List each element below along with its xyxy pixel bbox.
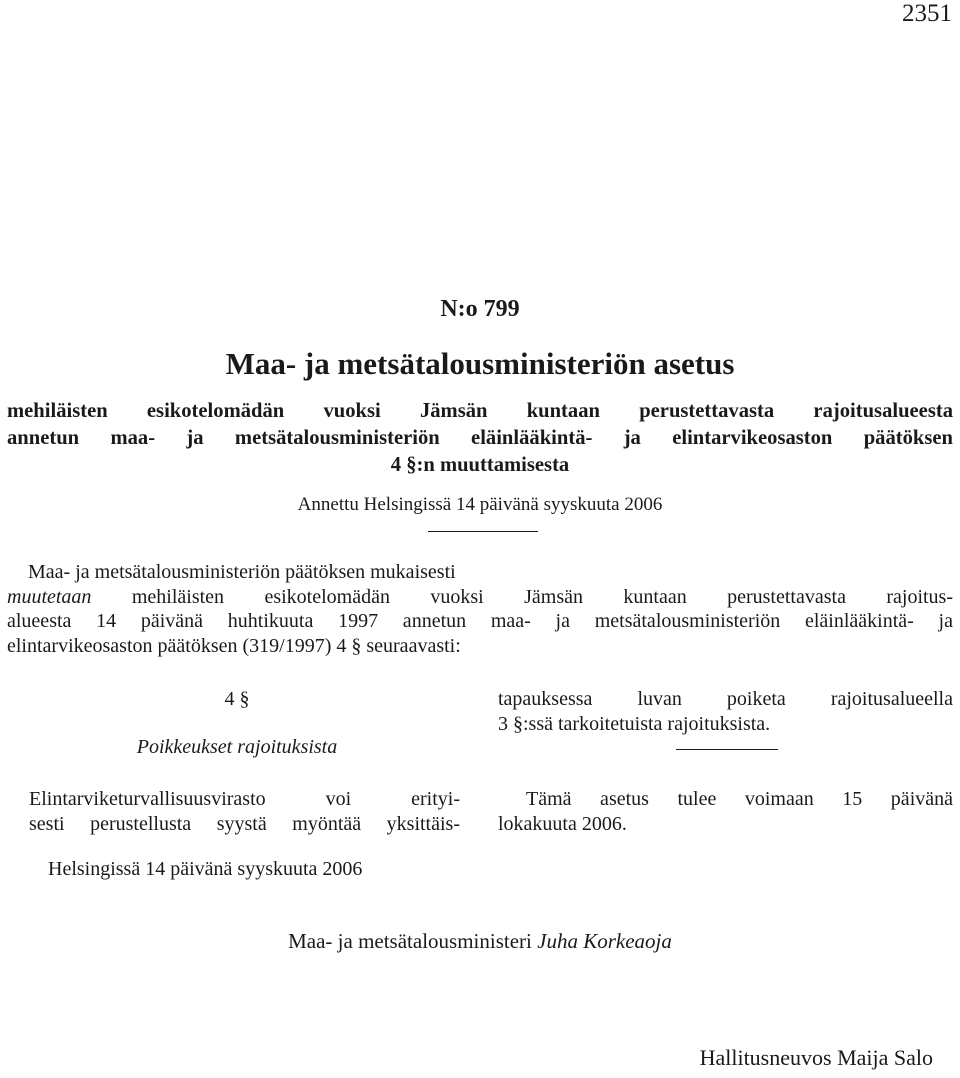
minister-name: Juha Korkeaoja <box>537 929 672 953</box>
counsellor-signature: Hallitusneuvos Maija Salo <box>699 1045 933 1070</box>
section-line: Elintarviketurvallisuusvirasto voi erityi- <box>29 788 460 810</box>
section-line: tapauksessa luvan poiketa rajoitusalueella <box>498 688 953 710</box>
section-text-right <box>498 687 953 737</box>
section-line: sesti perustellusta syystä myöntää yksittäis- <box>29 813 460 835</box>
subtitle-line: annetun maa- ja metsätalousministeriön eläinlääkintä- ja elintarvikeosaston päätöksen <box>7 427 953 449</box>
document-subtitle <box>7 398 953 479</box>
subtitle-line: mehiläisten esikotelomädän vuoksi Jämsän kuntaan perustettavasta rajoitusalueesta <box>7 400 953 422</box>
signature-place-date: Helsingissä 14 päivänä syyskuuta 2006 <box>48 858 363 880</box>
document-title: Maa- ja metsätalousministeriön asetus <box>225 346 735 381</box>
title-divider <box>428 531 538 532</box>
intro-line: elintarvikeosaston päätöksen (319/1997) 4 § seuraavasti: <box>7 634 461 657</box>
intro-line <box>7 585 953 610</box>
section-line: 3 §:ssä tarkoitetuista rajoituksista. <box>498 713 771 735</box>
intro-line-text: mehiläisten esikotelomädän vuoksi Jämsän kuntaan perustettavasta rajoitus- <box>91 585 953 608</box>
intro-paragraph <box>7 560 953 658</box>
amend-keyword: muutetaan <box>7 585 92 608</box>
entry-line: lokakuuta 2006. <box>498 813 627 835</box>
minister-title: Maa- ja metsätalousministeri <box>288 929 538 953</box>
section-end-divider <box>676 749 778 750</box>
section-text-left <box>29 787 460 837</box>
entry-line: Tämä asetus tulee voimaan 15 päivänä <box>526 788 953 810</box>
intro-line: Maa- ja metsätalousministeriön päätöksen mukaisesti <box>28 561 456 583</box>
section-heading: Poikkeukset rajoituksista <box>136 736 338 758</box>
statute-number: N:o 799 <box>440 296 520 322</box>
subtitle-line: 4 §:n muuttamisesta <box>390 454 570 476</box>
intro-line: alueesta 14 päivänä huhtikuuta 1997 annetun maa- ja metsätalousministeriön eläinlääkintä- ja <box>7 610 953 632</box>
minister-signature <box>0 929 960 954</box>
section-number: 4 § <box>224 688 250 710</box>
given-date-line: Annettu Helsingissä 14 päivänä syyskuuta 2006 <box>297 494 663 515</box>
page-number: 2351 <box>902 0 952 27</box>
entry-into-force <box>498 787 953 837</box>
